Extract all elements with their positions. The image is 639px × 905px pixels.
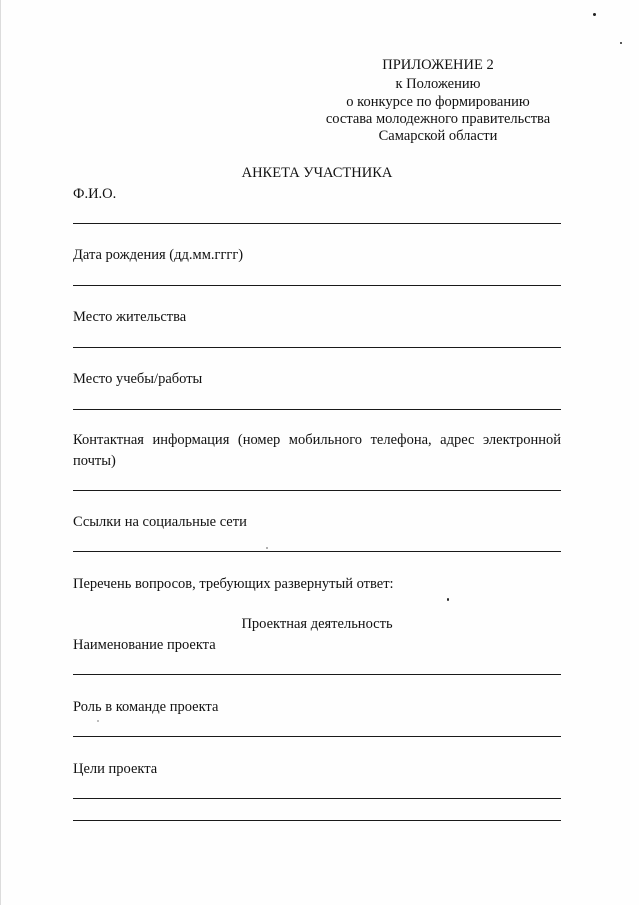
- scan-edge: [0, 0, 1, 905]
- goals-answer-line-1[interactable]: [73, 798, 561, 799]
- section-title: Проектная деятельность: [241, 616, 393, 632]
- goals-answer-line-2[interactable]: [73, 820, 561, 821]
- contact-label-line-2: почты): [73, 453, 116, 469]
- goals-label: Цели проекта: [73, 761, 158, 777]
- scan-speck: [593, 13, 596, 16]
- team-role-label: Роль в команде проекта: [73, 699, 219, 715]
- social-links-label: Ссылки на социальные сети: [73, 514, 247, 530]
- study-work-label: Место учебы/работы: [73, 371, 203, 387]
- contact-answer-line[interactable]: [73, 490, 561, 491]
- questions-intro: Перечень вопросов, требующих развернутый ответ:: [73, 576, 394, 592]
- header-line-3: о конкурсе по формированию: [346, 94, 530, 110]
- study-work-answer-line[interactable]: [73, 409, 561, 410]
- birth-date-answer-line[interactable]: [73, 285, 561, 286]
- scan-speck: [447, 598, 449, 601]
- scan-speck: [620, 42, 622, 44]
- residence-answer-line[interactable]: [73, 347, 561, 348]
- scan-speck: [97, 720, 99, 722]
- residence-label: Место жительства: [73, 309, 187, 325]
- header-line-4: состава молодежного правительства: [325, 111, 551, 127]
- project-name-label: Наименование проекта: [73, 637, 216, 653]
- team-role-answer-line[interactable]: [73, 736, 561, 737]
- form-title: АНКЕТА УЧАСТНИКА: [241, 165, 393, 181]
- appendix-number: ПРИЛОЖЕНИЕ 2: [382, 57, 494, 73]
- header-line-2: к Положению: [395, 76, 481, 92]
- fio-label: Ф.И.О.: [73, 186, 117, 202]
- scan-speck: [266, 547, 268, 549]
- project-name-answer-line[interactable]: [73, 674, 561, 675]
- header-line-5: Самарской области: [378, 128, 498, 144]
- contact-label-line-1: Контактная информация (номер мобильного телефона, адрес электронной: [73, 432, 561, 448]
- social-links-answer-line[interactable]: [73, 551, 561, 552]
- birth-date-label: Дата рождения (дд.мм.гггг): [73, 247, 244, 263]
- fio-answer-line[interactable]: [73, 223, 561, 224]
